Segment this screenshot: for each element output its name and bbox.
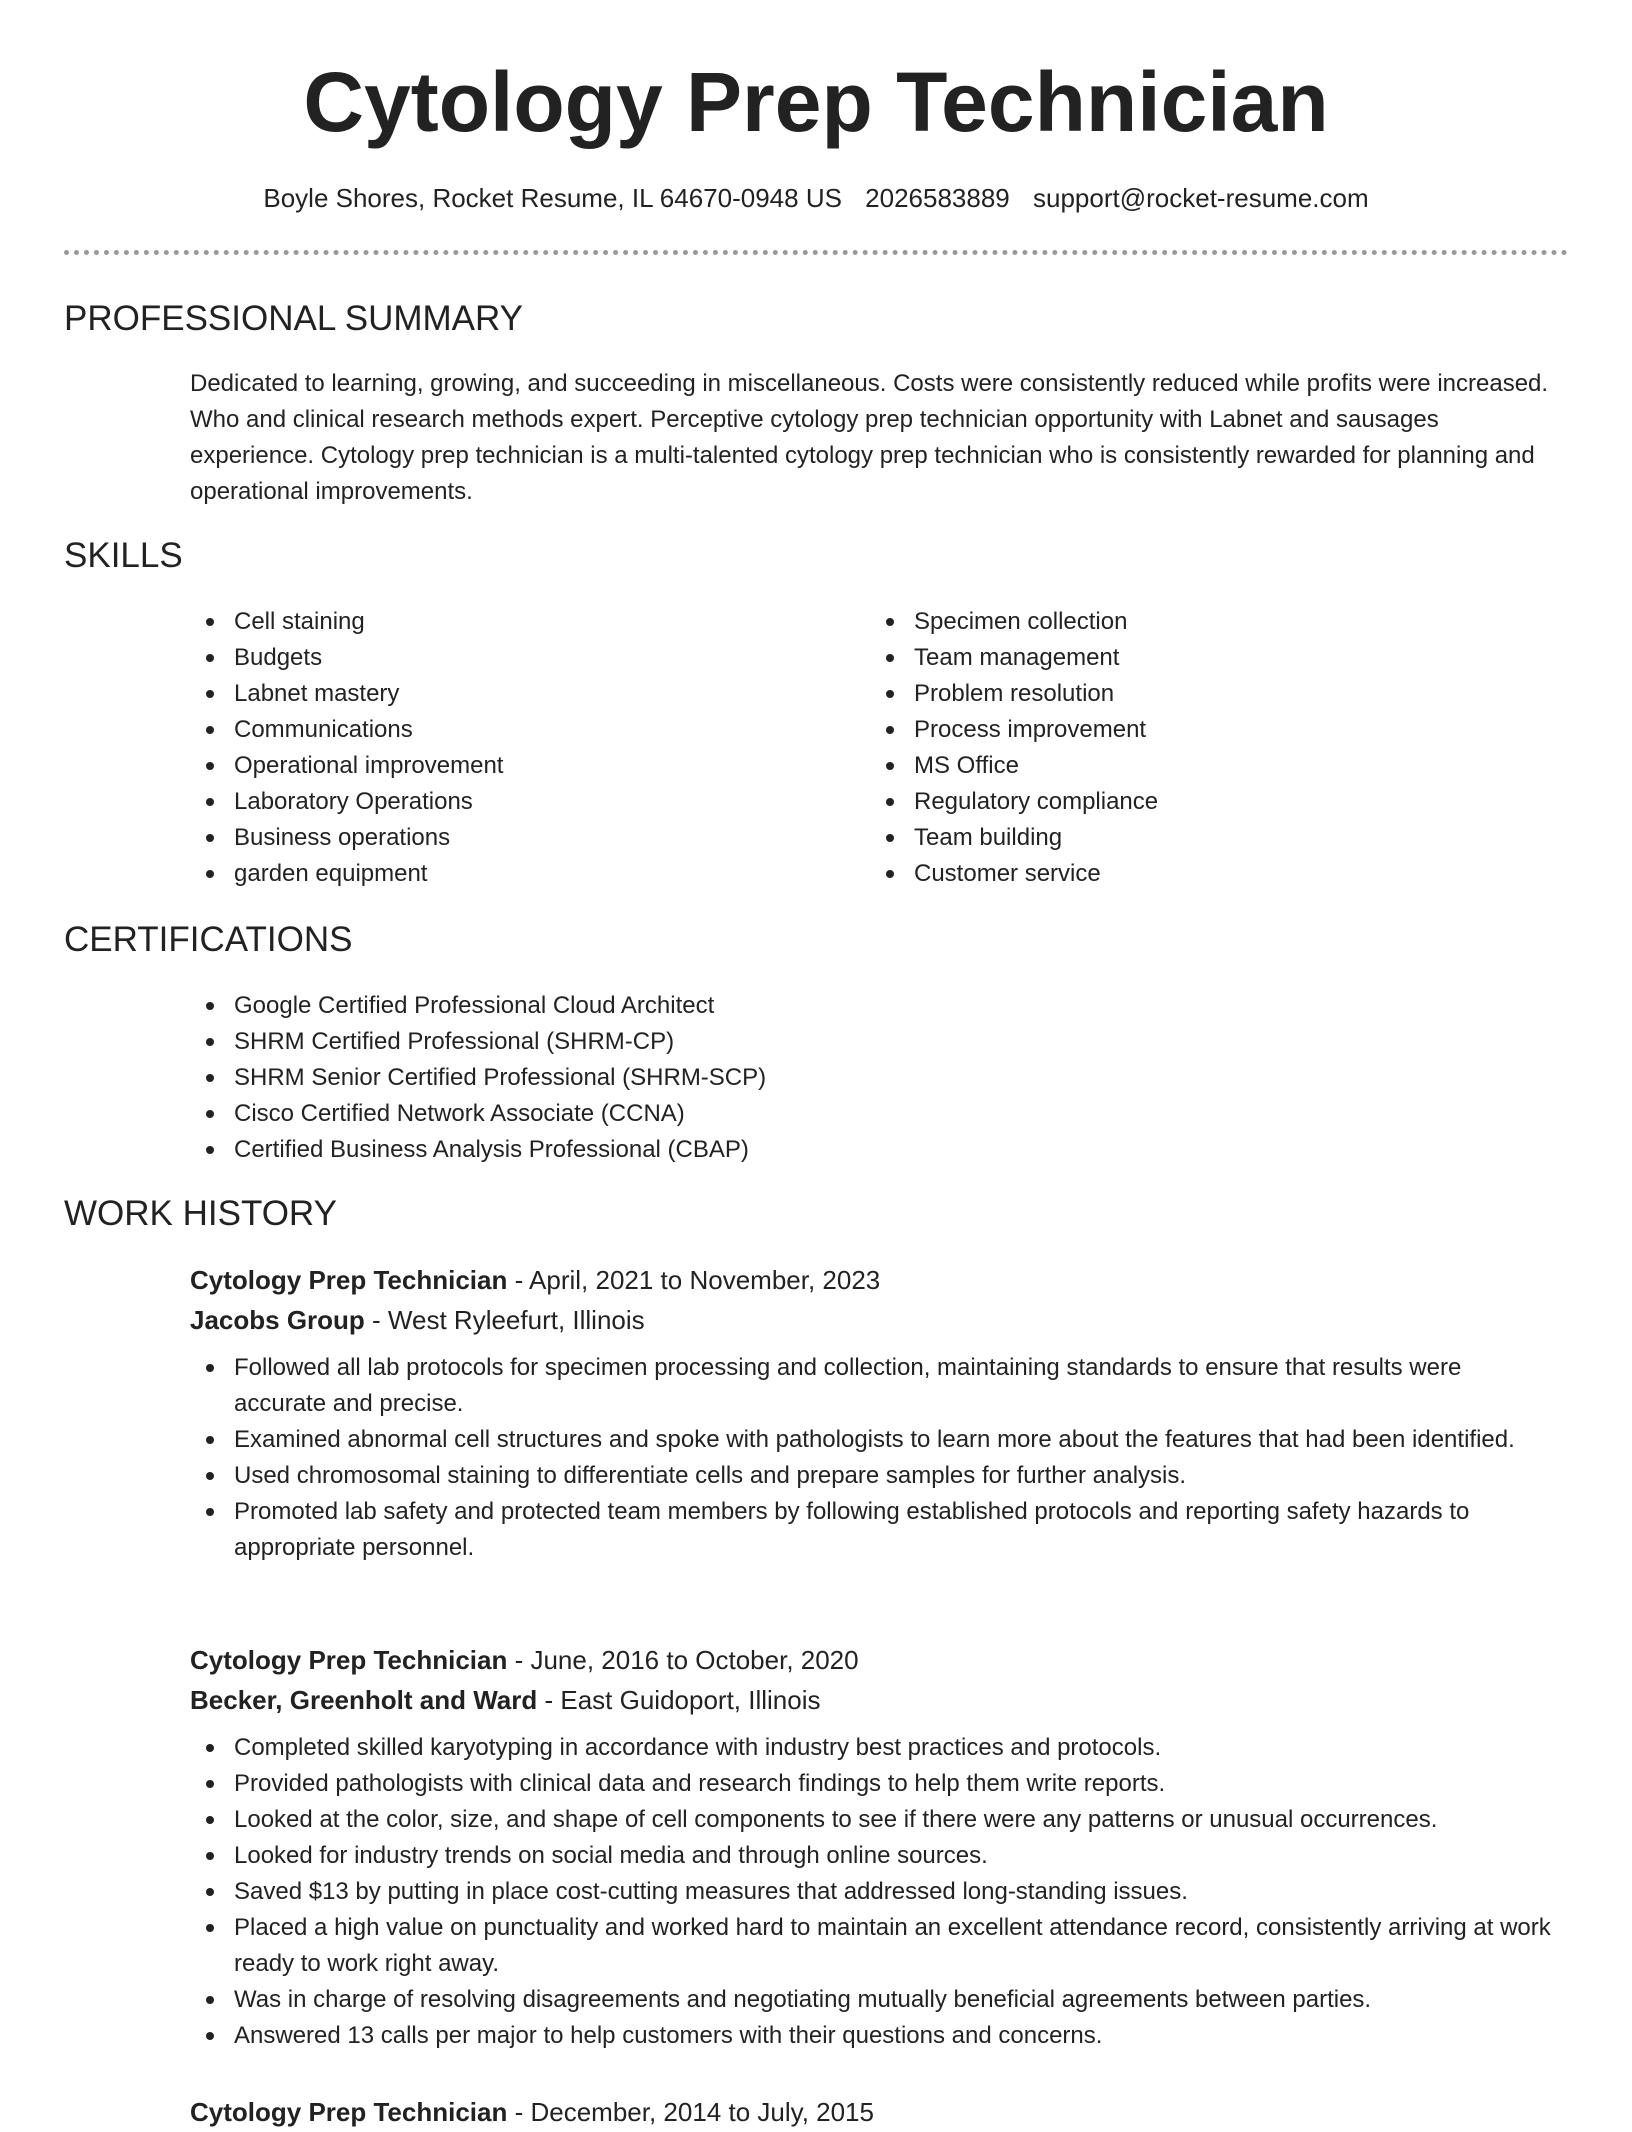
skill-item: Communications	[190, 712, 850, 748]
job-company: Becker, Greenholt and Ward	[190, 1685, 538, 1715]
contact-phone: 2026583889	[865, 183, 1010, 213]
certifications-list	[190, 988, 1560, 1168]
skills-list-left	[190, 604, 850, 892]
skill-item: Cell staining	[190, 604, 850, 640]
skill-item: Regulatory compliance	[870, 784, 1560, 820]
job-dates: - April, 2021 to November, 2023	[507, 1265, 881, 1295]
skills-list-right	[870, 604, 1560, 892]
contact-line	[0, 180, 1632, 216]
certification-item: SHRM Senior Certified Professional (SHRM-SCP)	[190, 1060, 1560, 1096]
section-title-certifications: CERTIFICATIONS	[64, 920, 353, 959]
job-company-line	[190, 1680, 1560, 1720]
job-title-line	[190, 1640, 1560, 1680]
job-bullet: Saved $13 by putting in place cost-cutting measures that addressed long-standing issues.	[190, 1874, 1560, 1910]
skill-item: Team management	[870, 640, 1560, 676]
header-divider	[64, 250, 1568, 255]
skill-item: Team building	[870, 820, 1560, 856]
certification-item: Cisco Certified Network Associate (CCNA)	[190, 1096, 1560, 1132]
job-title-line	[190, 2092, 1560, 2132]
job-bullet: Completed skilled karyotyping in accordance with industry best practices and protocols.	[190, 1730, 1560, 1766]
skill-item: garden equipment	[190, 856, 850, 892]
job-bullet: Promoted lab safety and protected team members by following established protocols and reporting safety hazards to appropriate personnel.	[190, 1494, 1560, 1566]
skill-item: Customer service	[870, 856, 1560, 892]
job-dates: - June, 2016 to October, 2020	[507, 1645, 859, 1675]
skill-item: Laboratory Operations	[190, 784, 850, 820]
skill-item: Process improvement	[870, 712, 1560, 748]
job-entry	[190, 1640, 1560, 2054]
job-role: Cytology Prep Technician	[190, 1265, 508, 1295]
job-title-line	[190, 1260, 1560, 1300]
job-company: Jacobs Group	[190, 1305, 365, 1335]
job-bullet: Provided pathologists with clinical data and research findings to help them write reports.	[190, 1766, 1560, 1802]
job-dates: - December, 2014 to July, 2015	[507, 2097, 874, 2127]
job-bullets	[190, 1730, 1560, 2054]
skill-item: Labnet mastery	[190, 676, 850, 712]
job-bullet: Examined abnormal cell structures and spoke with pathologists to learn more about the features that had been identified.	[190, 1422, 1560, 1458]
skill-item: MS Office	[870, 748, 1560, 784]
job-bullet: Was in charge of resolving disagreements and negotiating mutually beneficial agreements between parties.	[190, 1982, 1560, 2018]
job-role: Cytology Prep Technician	[190, 1645, 508, 1675]
job-role: Cytology Prep Technician	[190, 2097, 508, 2127]
certification-item: Google Certified Professional Cloud Architect	[190, 988, 1560, 1024]
section-title-summary: PROFESSIONAL SUMMARY	[64, 299, 523, 338]
job-bullet: Answered 13 calls per major to help customers with their questions and concerns.	[190, 2018, 1560, 2054]
contact-email: support@rocket-resume.com	[1033, 183, 1369, 213]
section-title-skills: SKILLS	[64, 536, 183, 575]
skill-item: Problem resolution	[870, 676, 1560, 712]
job-entry	[190, 2092, 1560, 2132]
summary-text: Dedicated to learning, growing, and succeeding in miscellaneous. Costs were consistently reduced while profits were increased. Who and clinical research methods expert. Perceptive cytology prep technician opportunity with Labnet and sausages experience. Cytology prep technician is a multi-talented cytology prep technician who is consistently rewarded for planning and operational improvements.	[190, 370, 1549, 505]
section-title-work-history: WORK HISTORY	[64, 1194, 337, 1233]
job-entry	[190, 1260, 1560, 1566]
job-location: - West Ryleefurt, Illinois	[364, 1305, 645, 1335]
job-bullet: Looked for industry trends on social media and through online sources.	[190, 1838, 1560, 1874]
job-bullet: Followed all lab protocols for specimen processing and collection, maintaining standards to ensure that results were accurate and precise.	[190, 1350, 1560, 1422]
job-location: - East Guidoport, Illinois	[537, 1685, 821, 1715]
job-bullets	[190, 1350, 1560, 1566]
resume-name: Cytology Prep Technician	[303, 55, 1329, 149]
skill-item: Specimen collection	[870, 604, 1560, 640]
job-bullet: Used chromosomal staining to differentiate cells and prepare samples for further analysis.	[190, 1458, 1560, 1494]
job-bullet: Looked at the color, size, and shape of cell components to see if there were any patterns or unusual occurrences.	[190, 1802, 1560, 1838]
job-company-line	[190, 1300, 1560, 1340]
certification-item: SHRM Certified Professional (SHRM-CP)	[190, 1024, 1560, 1060]
skill-item: Operational improvement	[190, 748, 850, 784]
job-bullet: Placed a high value on punctuality and worked hard to maintain an excellent attendance record, consistently arriving at work ready to work right away.	[190, 1910, 1560, 1982]
contact-address: Boyle Shores, Rocket Resume, IL 64670-0948 US	[263, 183, 842, 213]
skill-item: Business operations	[190, 820, 850, 856]
certification-item: Certified Business Analysis Professional (CBAP)	[190, 1132, 1560, 1168]
skill-item: Budgets	[190, 640, 850, 676]
